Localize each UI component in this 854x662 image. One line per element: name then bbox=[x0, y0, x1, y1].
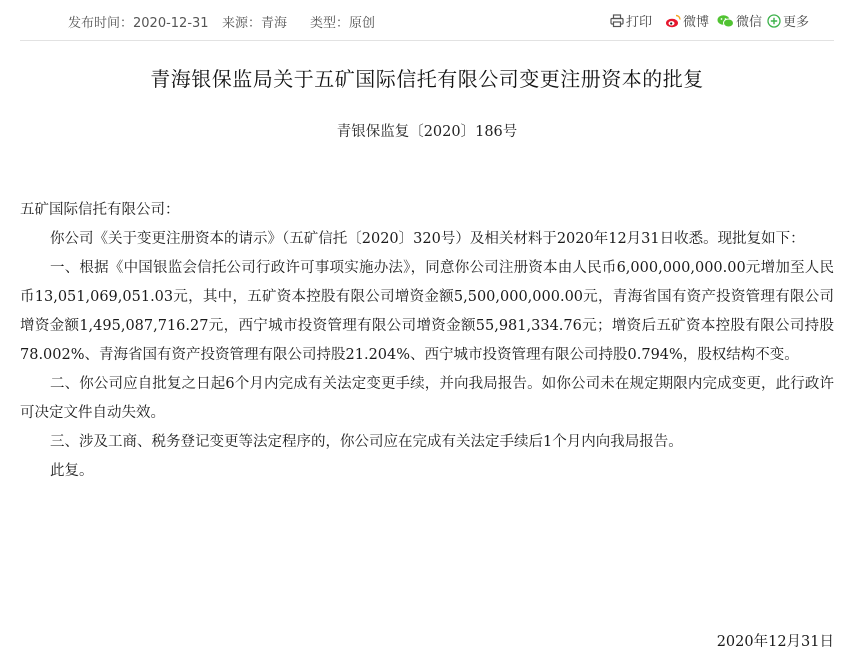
print-button[interactable] bbox=[610, 11, 652, 30]
header-divider bbox=[20, 40, 834, 41]
weibo-icon bbox=[665, 14, 681, 28]
weibo-label: 微博 bbox=[683, 15, 710, 30]
wechat-share-button[interactable] bbox=[717, 11, 762, 30]
document-number: 青银保监复〔2020〕186号 bbox=[336, 124, 518, 140]
printer-icon bbox=[610, 14, 624, 28]
article-meta-bar bbox=[0, 0, 854, 40]
print-label: 打印 bbox=[626, 15, 653, 30]
publish-date-value: 2020-12-31 bbox=[133, 16, 209, 31]
source bbox=[222, 12, 287, 31]
paragraph-intro: 你公司《关于变更注册资本的请示》（五矿信托〔2020〕320号）及相关材料于2020年12月31日收悉。现批复如下： bbox=[50, 231, 805, 247]
type-label: 类型： bbox=[310, 16, 350, 31]
wechat-icon bbox=[717, 14, 734, 28]
paragraph-item-1: 一、根据《中国银监会信托公司行政许可事项实施办法》，同意你公司注册资本由人民币6,000,000,000.00元增加至人民币13,051,069,051.03元，其中，五矿资本控股有限公司增资金额5,500,000,000.00元，青海省国有资产投资管理有限公司增资金额1,495,087,716.27元，西宁城市投资管理有限公司增资金额55,981,334.76元；增资后五矿资本控股有限公司持股78.002%、青海省国有资产投资管理有限公司持股21.204%、西宁城市投资管理有限公司持股0.794%，股权结构不变。 bbox=[20, 260, 834, 363]
salutation: 五矿国际信托有限公司： bbox=[20, 202, 180, 218]
source-value: 青海 bbox=[261, 16, 288, 31]
paragraph-item-3: 三、涉及工商、税务登记变更等法定程序的，你公司应在完成有关法定手续后1个月内向我局报告。 bbox=[50, 434, 683, 450]
type-value: 原创 bbox=[349, 16, 376, 31]
paragraph-item-2: 二、你公司应自批复之日起6个月内完成有关法定变更手续，并向我局报告。如你公司未在规定期限内完成变更，此行政许可决定文件自动失效。 bbox=[20, 376, 834, 421]
publish-date-label: 发布时间： bbox=[68, 16, 134, 31]
document-body bbox=[20, 196, 834, 486]
plus-circle-icon bbox=[767, 14, 781, 28]
source-label: 来源： bbox=[222, 16, 262, 31]
weibo-share-button[interactable] bbox=[665, 11, 709, 30]
more-label: 更多 bbox=[783, 15, 810, 30]
document-date: 2020年12月31日 bbox=[716, 634, 834, 650]
wechat-label: 微信 bbox=[736, 15, 763, 30]
publish-date bbox=[68, 12, 209, 31]
document-title: 青海银保监局关于五矿国际信托有限公司变更注册资本的批复 bbox=[150, 67, 704, 91]
article-type bbox=[310, 12, 375, 31]
closing-remark: 此复。 bbox=[50, 463, 94, 479]
more-share-button[interactable] bbox=[767, 11, 809, 30]
